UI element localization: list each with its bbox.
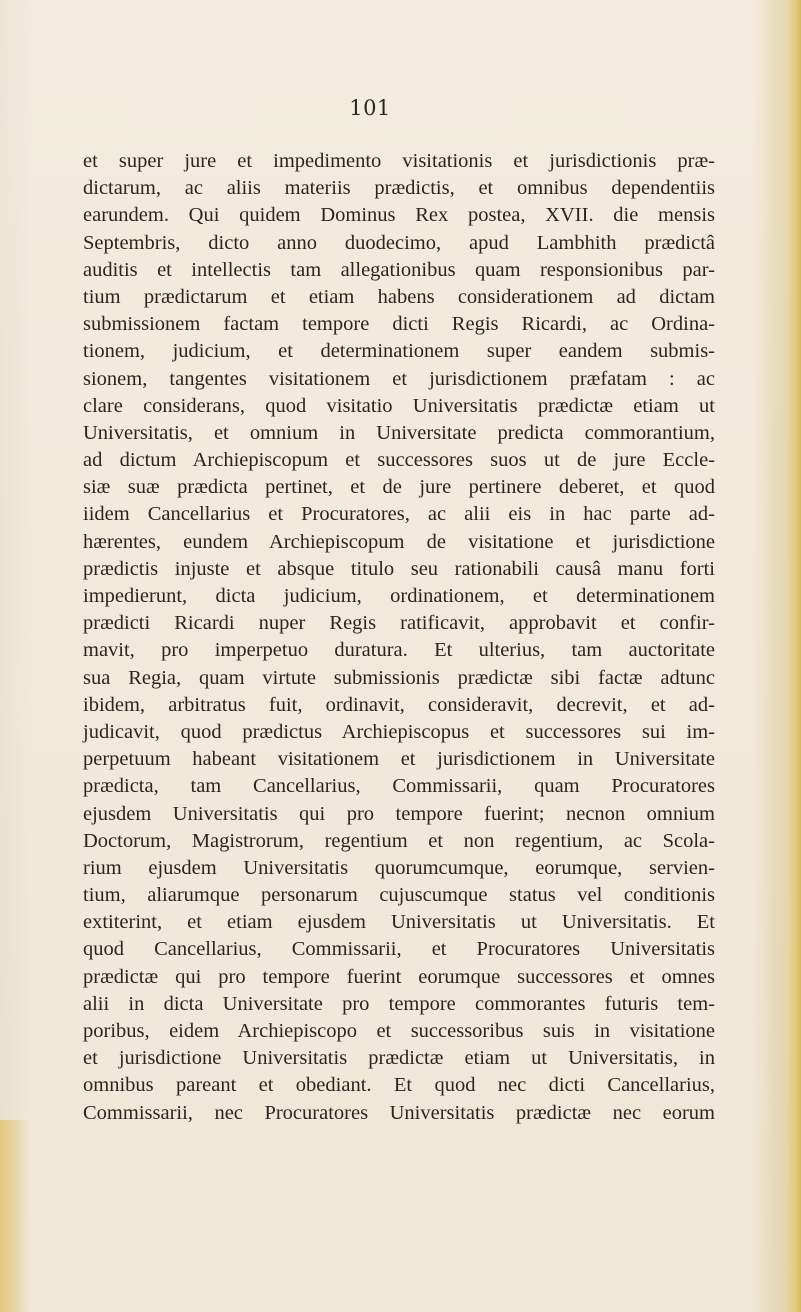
text-line: prædictæ qui pro tempore fuerint eorumque successores et omnes [83, 965, 715, 988]
text-line: iidem Cancellarius et Procuratores, ac alii eis in hac parte ad- [83, 503, 715, 526]
text-line: extiterint, et etiam ejusdem Universitatis ut Universitatis. Et [83, 911, 715, 934]
page-edge [787, 0, 801, 1312]
text-line: sionem, tangentes visitationem et jurisdictionem præfatam : ac [83, 367, 715, 390]
page-number: 101 [349, 96, 391, 120]
text-line: prædictis injuste et absque titulo seu rationabili causâ manu forti [83, 557, 715, 580]
text-line: sua Regia, quam virtute submissionis prædictæ sibi factæ adtunc [83, 666, 715, 689]
text-line: quod Cancellarius, Commissarii, et Procuratores Universitatis [83, 938, 715, 961]
text-line: clare considerans, quod visitatio Universitatis prædictæ etiam ut [83, 394, 715, 417]
text-line: tium prædictarum et etiam habens considerationem ad dictam [83, 285, 715, 308]
text-line: tium, aliarumque personarum cujuscumque status vel conditionis [83, 884, 715, 907]
text-line: prædicti Ricardi nuper Regis ratificavit, approbavit et confir- [83, 612, 715, 635]
text-line: auditis et intellectis tam allegationibus quam responsionibus par- [83, 258, 715, 281]
text-line: ad dictum Archiepiscopum et successores suos ut de jure Eccle- [83, 449, 715, 472]
text-line: impedierunt, dicta judicium, ordinationem, et determinationem [83, 585, 715, 607]
text-line: Universitatis, et omnium in Universitate predicta commorantium, [83, 421, 715, 444]
text-line: et super jure et impedimento visitationis et jurisdictionis præ- [83, 150, 715, 172]
text-line: omnibus pareant et obediant. Et quod nec dicti Cancellarius, [83, 1074, 715, 1097]
text-line: earundem. Qui quidem Dominus Rex postea, XVII. die mensis [83, 204, 715, 227]
text-line: dictarum, ac aliis materiis prædictis, et omnibus dependentiis [83, 177, 715, 200]
text-line: Commissarii, nec Procuratores Universitatis prædictæ nec eorum [83, 1101, 715, 1124]
text-line: alii in dicta Universitate pro tempore commorantes futuris tem- [83, 992, 715, 1015]
text-line: ejusdem Universitatis qui pro tempore fuerint; necnon omnium [83, 802, 715, 825]
text-line: poribus, eidem Archiepiscopo et successoribus suis in visitatione [83, 1020, 715, 1042]
paper-stain [0, 1120, 30, 1312]
text-line: siæ suæ prædicta pertinet, et de jure pertinere deberet, et quod [83, 476, 715, 499]
text-line: perpetuum habeant visitationem et jurisdictionem in Universitate [83, 748, 715, 771]
body-text [83, 148, 715, 1127]
text-line: ibidem, arbitratus fuit, ordinavit, consideravit, decrevit, et ad- [83, 693, 715, 716]
text-line: rium ejusdem Universitatis quorumcumque, eorumque, servien- [83, 856, 715, 879]
text-line: judicavit, quod prædictus Archiepiscopus et successores sui im- [83, 720, 715, 743]
text-line: hærentes, eundem Archiepiscopum de visitatione et jurisdictione [83, 530, 715, 553]
text-line: submissionem factam tempore dicti Regis Ricardi, ac Ordina- [83, 313, 715, 336]
text-line: tionem, judicium, et determinationem super eandem submis- [83, 340, 715, 363]
text-line: Doctorum, Magistrorum, regentium et non regentium, ac Scola- [83, 829, 715, 852]
text-line: Septembris, dicto anno duodecimo, apud Lambhith prædictâ [83, 231, 715, 254]
text-line: prædicta, tam Cancellarius, Commissarii, quam Procuratores [83, 775, 715, 798]
text-line: et jurisdictione Universitatis prædictæ etiam ut Universitatis, in [83, 1047, 715, 1070]
text-line: mavit, pro imperpetuo duratura. Et ulterius, tam auctoritate [83, 639, 715, 662]
